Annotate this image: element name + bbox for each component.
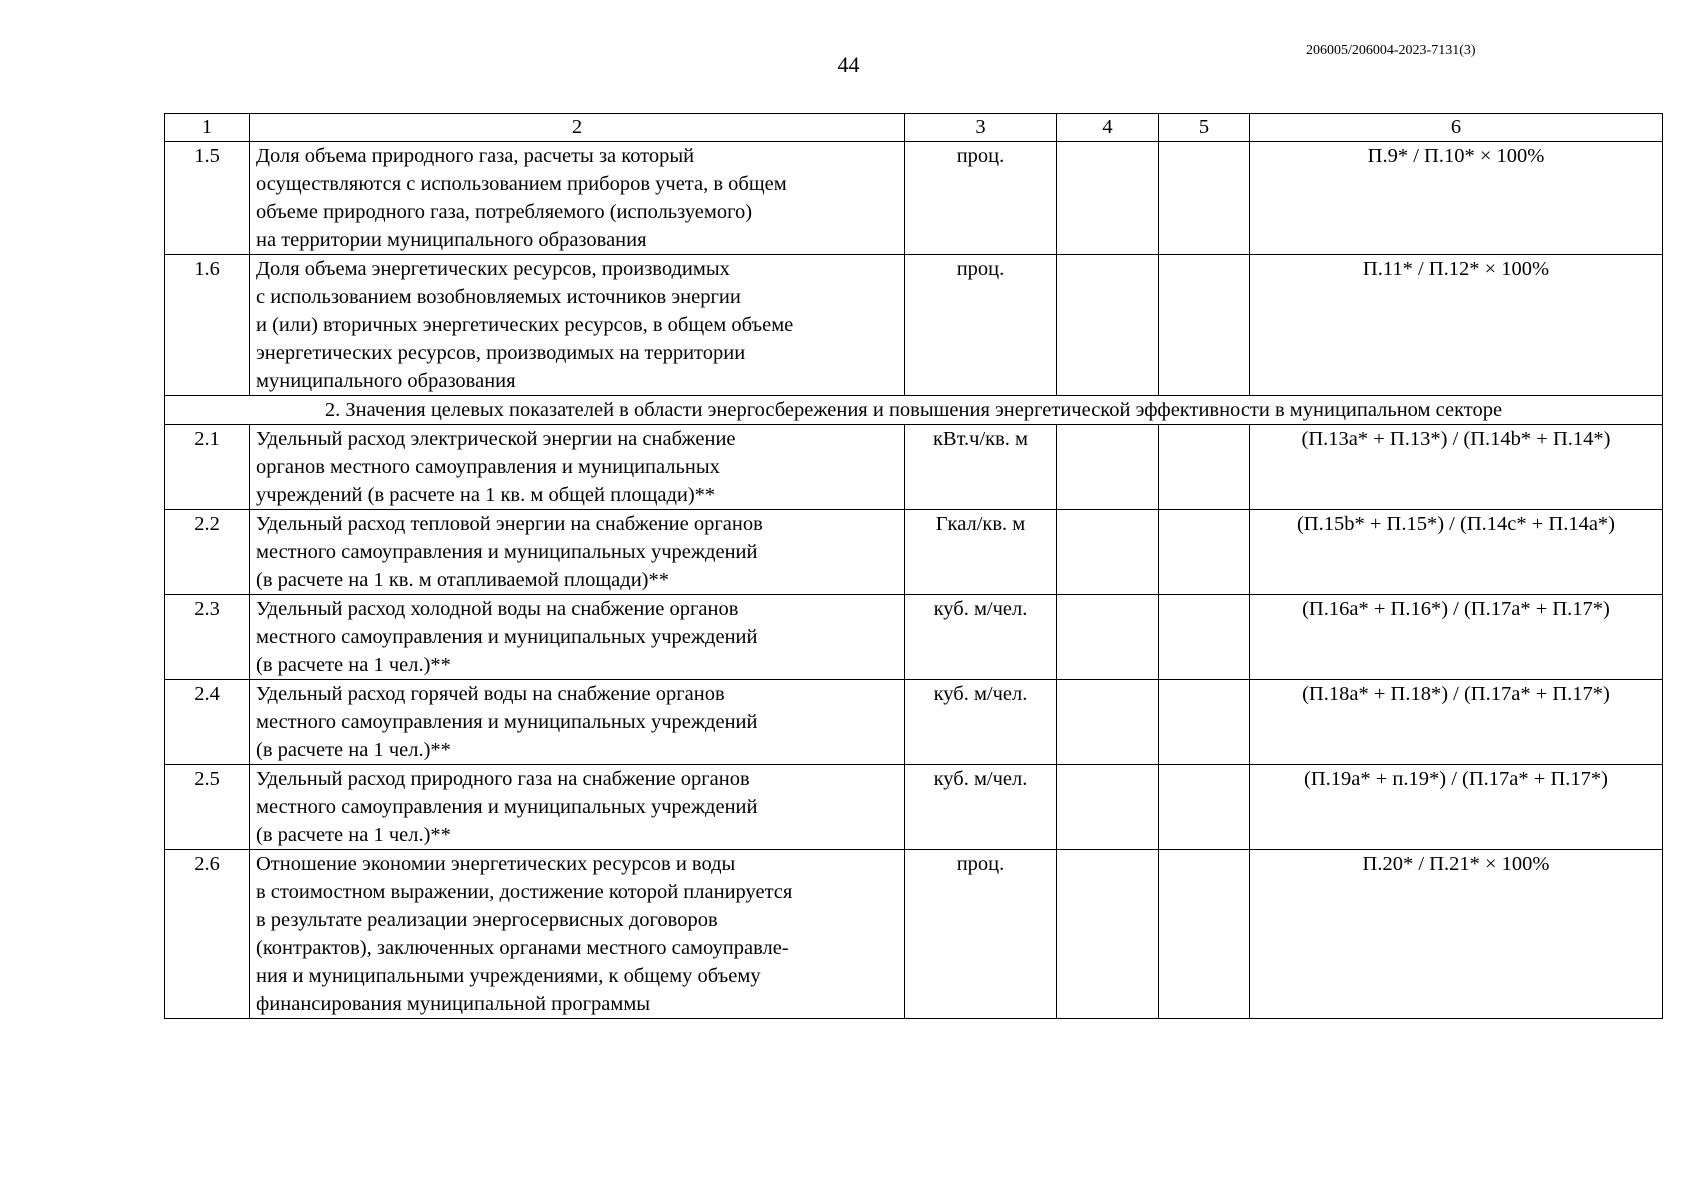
description-line: Удельный расход электрической энергии на снабжение bbox=[256, 428, 736, 450]
description-line: муниципального образования bbox=[256, 370, 516, 392]
description-cell bbox=[250, 595, 905, 680]
formula-cell: (П.15b* + П.15*) / (П.14c* + П.14a*) bbox=[1250, 510, 1663, 595]
description-line: Отношение экономии энергетических ресурсов и воды bbox=[256, 853, 736, 875]
table-row bbox=[165, 510, 1663, 595]
description-line: с использованием возобновляемых источников энергии bbox=[256, 286, 741, 308]
description-line: местного самоуправления и муниципальных учреждений bbox=[256, 541, 758, 563]
row-number-cell: 2.2 bbox=[165, 510, 250, 595]
description-line: (в расчете на 1 чел.)** bbox=[256, 824, 451, 846]
description-line: финансирования муниципальной программы bbox=[256, 993, 651, 1015]
value-cell bbox=[1057, 255, 1159, 396]
description-line: Доля объема энергетических ресурсов, производимых bbox=[256, 258, 730, 280]
row-number-cell: 2.6 bbox=[165, 850, 250, 1019]
description-line: учреждений (в расчете на 1 кв. м общей площади)** bbox=[256, 484, 716, 506]
table-row bbox=[165, 142, 1663, 255]
table-row bbox=[165, 680, 1663, 765]
description-line: и (или) вторичных энергетических ресурсов, в общем объеме bbox=[256, 314, 794, 336]
value-cell bbox=[1159, 510, 1250, 595]
row-number-cell: 2.1 bbox=[165, 425, 250, 510]
value-cell bbox=[1057, 765, 1159, 850]
row-number-cell: 1.5 bbox=[165, 142, 250, 255]
description-line: (в расчете на 1 чел.)** bbox=[256, 739, 451, 761]
description-line: (в расчете на 1 кв. м отапливаемой площади)** bbox=[256, 569, 669, 591]
description-line: объеме природного газа, потребляемого (используемого) bbox=[256, 201, 753, 223]
indicators-table bbox=[164, 113, 1663, 1019]
value-cell bbox=[1057, 425, 1159, 510]
value-cell bbox=[1159, 765, 1250, 850]
description-line: местного самоуправления и муниципальных учреждений bbox=[256, 711, 758, 733]
row-number-cell: 2.3 bbox=[165, 595, 250, 680]
value-cell bbox=[1057, 680, 1159, 765]
description-line: местного самоуправления и муниципальных учреждений bbox=[256, 626, 758, 648]
row-number-cell: 2.5 bbox=[165, 765, 250, 850]
description-line: Удельный расход природного газа на снабжение органов bbox=[256, 768, 750, 790]
value-cell bbox=[1159, 255, 1250, 396]
page-number: 44 bbox=[837, 52, 860, 77]
description-line: органов местного самоуправления и муниципальных bbox=[256, 456, 720, 478]
description-cell bbox=[250, 142, 905, 255]
description-cell bbox=[250, 255, 905, 396]
description-line: (в расчете на 1 чел.)** bbox=[256, 654, 451, 676]
table-header-row bbox=[165, 114, 1663, 142]
unit-cell: куб. м/чел. bbox=[905, 595, 1057, 680]
description-line: ния и муниципальными учреждениями, к общему объему bbox=[256, 965, 761, 987]
section-row bbox=[165, 396, 1663, 425]
table-row bbox=[165, 425, 1663, 510]
description-line: осуществляются с использованием приборов учета, в общем bbox=[256, 173, 787, 195]
row-number-cell: 1.6 bbox=[165, 255, 250, 396]
description-line: (контрактов), заключенных органами местного самоуправле- bbox=[256, 937, 789, 959]
description-line: в стоимостном выражении, достижение которой планируется bbox=[256, 881, 793, 903]
value-cell bbox=[1057, 595, 1159, 680]
unit-cell: куб. м/чел. bbox=[905, 765, 1057, 850]
value-cell bbox=[1159, 595, 1250, 680]
section-heading: 2. Значения целевых показателей в области энергосбережения и повышения энергетической эффективности в муниципальном секторе bbox=[165, 396, 1663, 425]
formula-cell: (П.18a* + П.18*) / (П.17a* + П.17*) bbox=[1250, 680, 1663, 765]
description-cell bbox=[250, 765, 905, 850]
description-line: энергетических ресурсов, производимых на территории bbox=[256, 342, 746, 364]
description-cell bbox=[250, 510, 905, 595]
unit-cell: куб. м/чел. bbox=[905, 680, 1057, 765]
value-cell bbox=[1057, 850, 1159, 1019]
description-line: Удельный расход холодной воды на снабжение органов bbox=[256, 598, 739, 620]
description-line: в результате реализации энергосервисных договоров bbox=[256, 909, 718, 931]
value-cell bbox=[1057, 142, 1159, 255]
row-number-cell: 2.4 bbox=[165, 680, 250, 765]
description-cell bbox=[250, 425, 905, 510]
header-cell: 2 bbox=[250, 114, 905, 142]
table-row bbox=[165, 850, 1663, 1019]
formula-cell: П.11* / П.12* × 100% bbox=[1250, 255, 1663, 396]
value-cell bbox=[1159, 850, 1250, 1019]
header-cell: 4 bbox=[1057, 114, 1159, 142]
formula-cell: (П.19a* + п.19*) / (П.17a* + П.17*) bbox=[1250, 765, 1663, 850]
value-cell bbox=[1057, 510, 1159, 595]
formula-cell: (П.13a* + П.13*) / (П.14b* + П.14*) bbox=[1250, 425, 1663, 510]
table-row bbox=[165, 595, 1663, 680]
unit-cell: Гкал/кв. м bbox=[905, 510, 1057, 595]
unit-cell: проц. bbox=[905, 850, 1057, 1019]
description-line: Удельный расход тепловой энергии на снабжение органов bbox=[256, 513, 763, 535]
description-cell bbox=[250, 680, 905, 765]
formula-cell: П.20* / П.21* × 100% bbox=[1250, 850, 1663, 1019]
formula-cell: (П.16a* + П.16*) / (П.17a* + П.17*) bbox=[1250, 595, 1663, 680]
description-line: Удельный расход горячей воды на снабжение органов bbox=[256, 683, 725, 705]
unit-cell: проц. bbox=[905, 255, 1057, 396]
value-cell bbox=[1159, 142, 1250, 255]
description-line: местного самоуправления и муниципальных учреждений bbox=[256, 796, 758, 818]
value-cell bbox=[1159, 680, 1250, 765]
table-row bbox=[165, 255, 1663, 396]
description-line: на территории муниципального образования bbox=[256, 229, 647, 251]
header-cell: 5 bbox=[1159, 114, 1250, 142]
formula-cell: П.9* / П.10* × 100% bbox=[1250, 142, 1663, 255]
table-row bbox=[165, 765, 1663, 850]
value-cell bbox=[1159, 425, 1250, 510]
unit-cell: проц. bbox=[905, 142, 1057, 255]
document-id: 206005/206004-2023-7131(3) bbox=[1306, 43, 1476, 58]
header-cell: 1 bbox=[165, 114, 250, 142]
header-cell: 6 bbox=[1250, 114, 1663, 142]
description-line: Доля объема природного газа, расчеты за который bbox=[256, 145, 695, 167]
unit-cell: кВт.ч/кв. м bbox=[905, 425, 1057, 510]
header-cell: 3 bbox=[905, 114, 1057, 142]
description-cell bbox=[250, 850, 905, 1019]
